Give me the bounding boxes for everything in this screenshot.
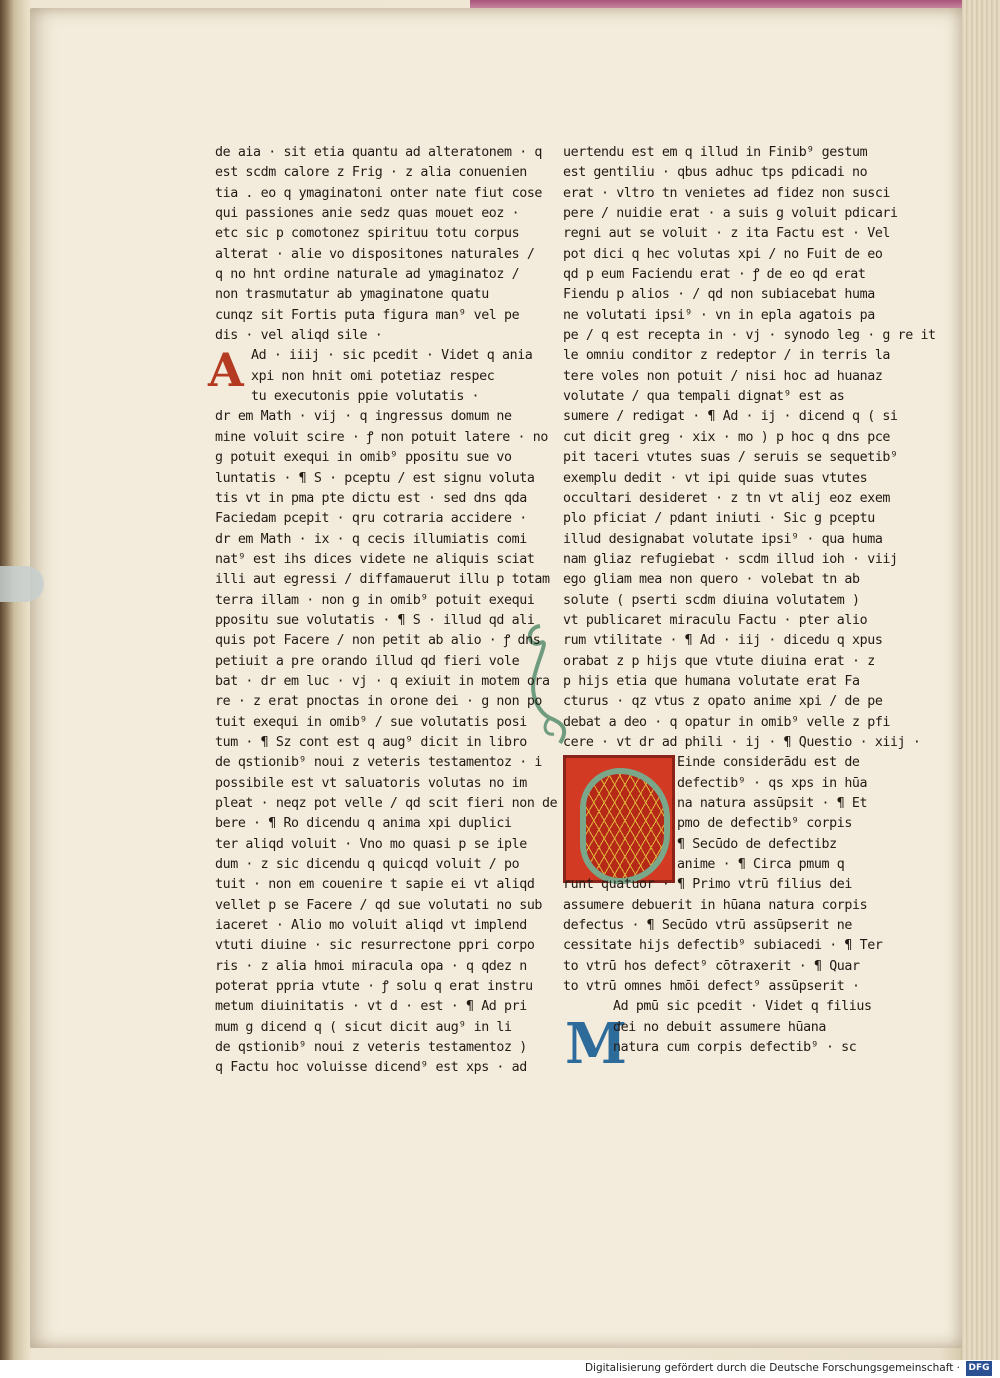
text-line: defectus · ¶ Secūdo vtrū assūpserit ne — [563, 918, 853, 934]
text-line: pe / q est recepta in · vj · synodo leg · g re it — [563, 328, 936, 344]
text-line: tere voles non potuit / nisi hoc ad huanaz — [563, 368, 883, 384]
text-line: tuit exequi in omib⁹ / sue volutatis posi — [215, 714, 527, 730]
text-line: cut dicit greg · xix · mo ) p hoc q dns pce — [563, 429, 891, 445]
text-line: g potuit exequi in omib⁹ ppositu sue vo — [215, 450, 512, 466]
text-line: assumere debuerit in hūana natura corpis — [563, 897, 868, 913]
text-line: iaceret · Alio mo voluit aliqd vt implend — [215, 918, 527, 934]
text-line: solute ( pserti scdm diuina volutatem ) — [563, 592, 860, 608]
text-line: etc sic p comotonez spirituu totu corpus — [215, 226, 520, 242]
text-line: regni aut se voluit · z ita Factu est · Vel — [563, 226, 891, 242]
text-line: Einde considerādu est de — [677, 755, 860, 771]
text-line: orabat z p hijs que vtute diuina erat · z — [563, 653, 875, 669]
initial-a: A — [208, 343, 244, 397]
text-line: na natura assūpsit · ¶ Et — [677, 796, 868, 811]
text-line: xpi non hnit omi potetiaz respec — [251, 368, 495, 384]
text-line: uertendu est em q illud in Finib⁹ gestum — [563, 145, 868, 160]
text-line: terra illam · non g in omib⁹ potuit exequi — [215, 592, 535, 608]
text-line: plo pficiat / pdant iniuti · Sic g pceptu — [563, 511, 875, 527]
text-line: q no hnt ordine naturale ad ymaginatoz / — [215, 267, 520, 283]
text-line: est scdm calore z Frig · z alia conuenien — [215, 165, 527, 181]
text-line: pit taceri vtutes suas / seruis se sequetib⁹ — [563, 450, 898, 466]
text-line: nam gliaz refugiebat · scdm illud ioh · viij — [563, 551, 898, 567]
text-line: bere · ¶ Ro dicendu q anima xpi duplici — [215, 816, 512, 832]
text-line: tu executonis ppie volutatis · — [251, 389, 480, 405]
text-line: cunqz sit Fortis puta figura man⁹ vel pe — [215, 307, 520, 323]
footer-credit: Digitalisierung gefördert durch die Deutsche Forschungsgemeinschaft · — [584, 1362, 960, 1374]
text-line: luntatis · ¶ S · pceptu / est signu voluta — [215, 470, 535, 486]
text-line: sumere / redigat · ¶ Ad · ij · dicend q ( si — [563, 409, 898, 425]
text-line: vtuti diuine · sic resurrectone ppri corpo — [215, 938, 535, 954]
text-line: de qstionib⁹ noui z veteris testamentoz ) — [215, 1040, 527, 1056]
footer-bar — [0, 1360, 1000, 1378]
right-text-column — [563, 143, 936, 1058]
text-line: nat⁹ est ihs dices videte ne aliquis sciat — [215, 551, 535, 567]
text-line: qui passiones anie sedz quas mouet eoz · — [215, 206, 520, 222]
text-line: quis pot Facere / non petit ab alio · ꝭ dns — [215, 633, 541, 649]
text-line: runt quatuor · ¶ Primo vtrū filius dei — [563, 877, 853, 893]
text-line: re · z erat pnoctas in orone dei · g non po — [215, 694, 543, 710]
text-line: Ad · iiij · sic pcedit · Videt q ania — [251, 348, 533, 364]
text-line: ¶ Secūdo de defectibz — [677, 836, 837, 852]
text-line: occultari desideret · z tn vt alij eoz exem — [563, 490, 891, 506]
text-line: cere · vt dr ad phili · ij · ¶ Questio · xiij · — [563, 734, 921, 750]
text-line: vellet p se Facere / qd sue volutati no sub — [215, 897, 543, 913]
text-line: de qstionib⁹ noui z veteris testamentoz · i — [215, 755, 543, 771]
text-line: tum · ¶ Sz cont est q aug⁹ dicit in libro — [215, 734, 527, 750]
text-line: illi aut egressi / diffamauerut illu p totam — [215, 572, 550, 588]
text-line: p hijs etia que humana volutate erat Fa — [563, 673, 860, 689]
text-line: de aia · sit etia quantu ad alteratonem · q — [215, 145, 543, 160]
text-line: ego gliam mea non quero · volebat tn ab — [563, 572, 860, 588]
text-line: rum vtilitate · ¶ Ad · iij · dicedu q xpus — [563, 633, 883, 649]
text-line: dum · z sic dicendu q quicqd voluit / po — [215, 857, 520, 873]
initial-m: M — [565, 1011, 627, 1077]
bookmark-ribbon — [0, 566, 44, 602]
text-line: cturus · qz vtus z opato anime xpi / de pe — [563, 694, 883, 710]
text-line: Faciedam pcepit · qru cotraria accidere · — [215, 511, 527, 527]
text-line: qd p eum Faciendu erat · ꝭ de eo qd erat — [563, 267, 866, 283]
text-line: dei no debuit assumere hūana — [613, 1019, 826, 1035]
library-stamp — [446, 1302, 490, 1320]
text-line: q Factu hoc voluisse dicend⁹ est xps · ad — [215, 1060, 527, 1076]
text-line: volutate / qua tempali dignat⁹ est as — [563, 389, 845, 405]
text-line: natura cum corpis defectib⁹ · sc — [613, 1040, 857, 1056]
text-line: dis · vel aliqd sile · — [215, 328, 383, 344]
text-line: pere / nuidie erat · a suis g voluit pdicari — [563, 206, 898, 222]
text-line: tia . eo q ymaginatoni onter nate fiut cose — [215, 185, 543, 201]
text-line: est gentiliu · qbus adhuc tps pdicadi no — [563, 165, 868, 181]
text-line: poterat ppria vtute · ꝭ solu q erat instru — [215, 979, 533, 995]
text-line: le omniu conditor z redeptor / in terris la — [563, 348, 891, 364]
text-line: anime · ¶ Circa pmum q — [677, 857, 845, 873]
text-line: cessitate hijs defectib⁹ subiacedi · ¶ Ter — [563, 938, 883, 954]
text-line: to vtrū omnes hmōi defect⁹ assūpserit · — [563, 979, 860, 995]
left-text-column — [215, 143, 558, 1079]
text-line: erat · vltro tn venietes ad fidez non susci — [563, 185, 891, 201]
text-line: bat · dr em luc · vj · q exiuit in motem ora — [215, 673, 550, 689]
text-line: tis vt in pma pte dictu est · sed dns qda — [215, 490, 527, 506]
dfg-logo: DFG — [966, 1361, 992, 1376]
text-line: non trasmutatur ab ymaginatone quatu — [215, 287, 489, 303]
text-line: illud designabat volutate ipsi⁹ · qua huma — [563, 531, 883, 547]
text-line: tuit · non em couenire t sapie ei vt aliqd — [215, 877, 535, 893]
text-line: debat a deo · q opatur in omib⁹ velle z pfi — [563, 714, 891, 730]
text-line: alterat · alie vo dispositones naturales / — [215, 246, 535, 262]
text-line: pleat · neqz pot velle / qd scit fieri non de — [215, 796, 558, 811]
text-line: ter aliqd voluit · Vno mo quasi p se iple — [215, 836, 527, 852]
text-line: ne volutati ipsi⁹ · vn in epla agatois pa — [563, 307, 875, 323]
text-line: ppositu sue volutatis · ¶ S · illud qd ali — [215, 612, 535, 628]
text-line: possibile est vt saluatoris volutas no im — [215, 775, 527, 791]
text-line: mine voluit scire · ꝭ non potuit latere · no — [215, 429, 548, 445]
text-line: mum g dicend q ( sicut dicit aug⁹ in li — [215, 1019, 512, 1035]
text-line: defectib⁹ · qs xps in hūa — [677, 775, 868, 791]
text-line: metum diuinitatis · vt d · est · ¶ Ad pri — [215, 999, 527, 1015]
text-line: ris · z alia hmoi miracula opa · q qdez n — [215, 958, 527, 974]
text-line: exemplu dedit · vt ipi quide suas vtutes — [563, 470, 868, 486]
page-edge-strip — [962, 0, 1000, 1360]
text-line: Fiendu p alios · / qd non subiacebat huma — [563, 287, 875, 303]
text-line: vt publicaret miraculu Factu · pter alio — [563, 612, 868, 628]
text-line: pmo de defectib⁹ corpis — [677, 816, 852, 832]
text-line: Ad pmū sic pcedit · Videt q filius — [613, 999, 872, 1015]
text-line: petiuit a pre orando illud qd fieri vole — [215, 653, 520, 669]
text-line: pot dici q hec volutas xpi / no Fuit de eo — [563, 246, 883, 262]
text-line: dr em Math · ix · q cecis illumiatis comi — [215, 531, 527, 547]
text-line: dr em Math · vij · q ingressus domum ne — [215, 409, 512, 425]
text-line: to vtrū hos defect⁹ cōtraxerit · ¶ Quar — [563, 958, 860, 974]
